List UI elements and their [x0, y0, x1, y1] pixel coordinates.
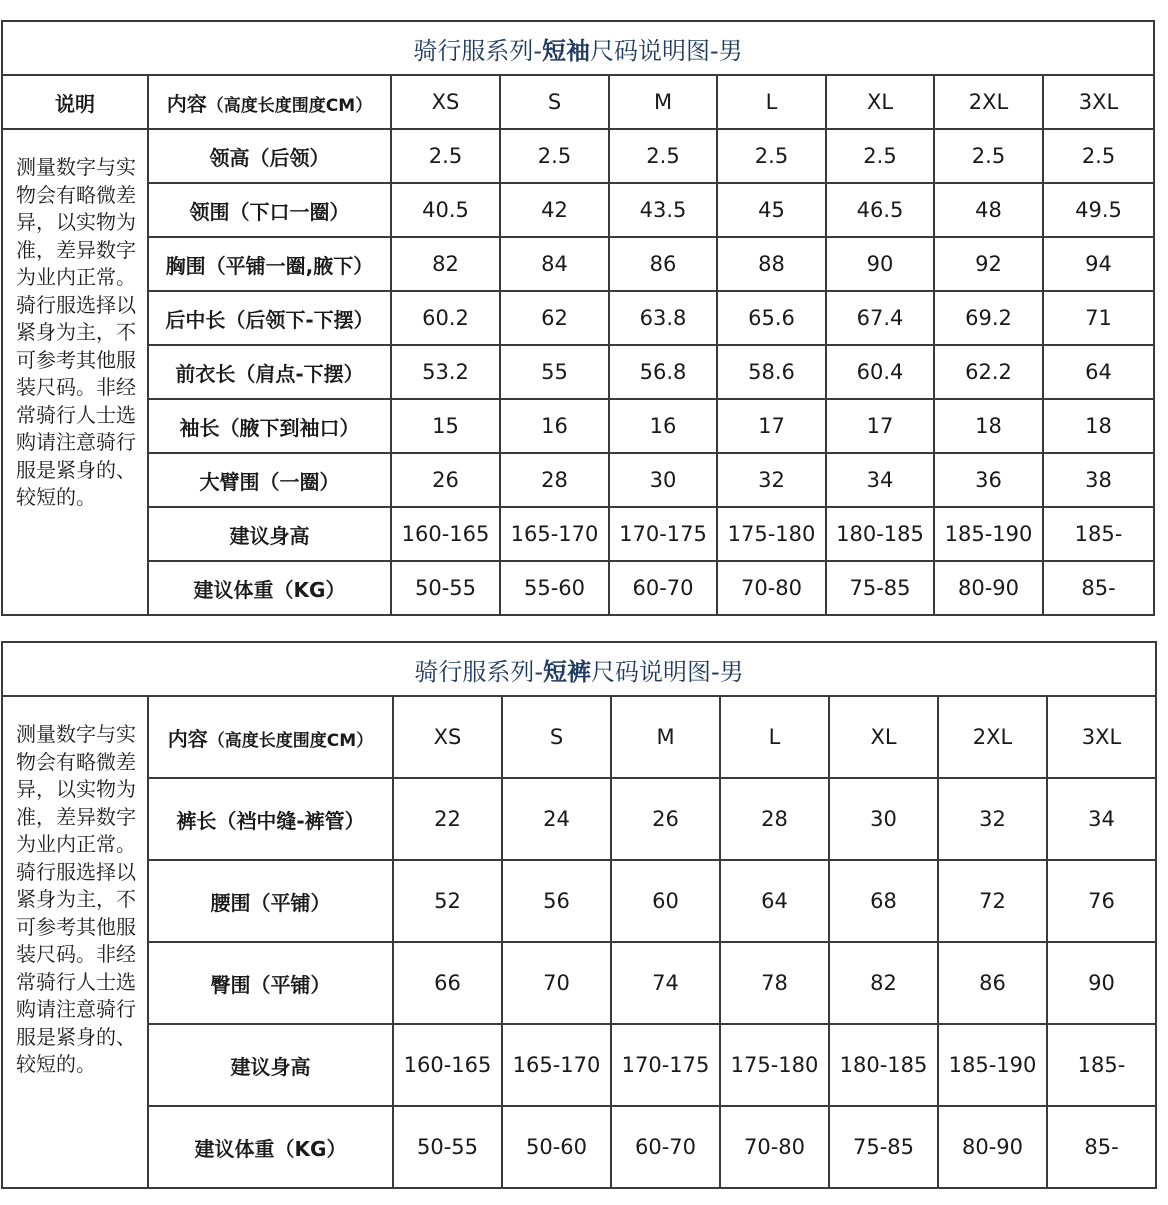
cell: 26: [611, 778, 720, 860]
cell: 82: [391, 237, 500, 291]
cell: 65.6: [717, 291, 826, 345]
cell: 50-60: [502, 1106, 611, 1188]
row-label: 领高（后领）: [148, 129, 391, 183]
cell: 80-90: [938, 1106, 1047, 1188]
cell: 160-165: [393, 1024, 502, 1106]
cell: 67.4: [826, 291, 934, 345]
row-label: 臀围（平铺）: [148, 942, 393, 1024]
cell: 2.5: [500, 129, 609, 183]
cell: 90: [826, 237, 934, 291]
cell: 86: [938, 942, 1047, 1024]
cell: 88: [717, 237, 826, 291]
table-row: [2, 345, 1154, 399]
row-label: 后中长（后领下-下摆）: [148, 291, 391, 345]
cell: 82: [829, 942, 938, 1024]
table-row: [2, 453, 1154, 507]
cell: 92: [934, 237, 1043, 291]
cell: 64: [720, 860, 829, 942]
cell: 58.6: [717, 345, 826, 399]
cell: 60-70: [609, 561, 717, 615]
cell: 80-90: [934, 561, 1043, 615]
cell: 15: [391, 399, 500, 453]
cell: 52: [393, 860, 502, 942]
cell: 85-: [1047, 1106, 1156, 1188]
cell: 43.5: [609, 183, 717, 237]
cell: 185-: [1043, 507, 1154, 561]
row-label: 建议身高: [148, 507, 391, 561]
size-header-l: L: [717, 75, 826, 129]
size-header-2xl: 2XL: [938, 696, 1047, 778]
cell: 18: [934, 399, 1043, 453]
row-label: 建议身高: [148, 1024, 393, 1106]
cell: 63.8: [609, 291, 717, 345]
cell: 45: [717, 183, 826, 237]
cell: 165-170: [502, 1024, 611, 1106]
shorts-size-chart: [1, 641, 1157, 1189]
row-label: 胸围（平铺一圈,腋下）: [148, 237, 391, 291]
size-header-xs: XS: [391, 75, 500, 129]
table-row: [2, 183, 1154, 237]
cell: 16: [500, 399, 609, 453]
size-header-xs: XS: [393, 696, 502, 778]
table-row: [2, 291, 1154, 345]
cell: 60.4: [826, 345, 934, 399]
shirt-size-chart: [1, 20, 1155, 616]
size-header-2xl: 2XL: [934, 75, 1043, 129]
table-row: [2, 561, 1154, 615]
row-label: 袖长（腋下到袖口）: [148, 399, 391, 453]
cell: 42: [500, 183, 609, 237]
size-header-m: M: [611, 696, 720, 778]
cell: 66: [393, 942, 502, 1024]
table-row: [2, 860, 1156, 942]
cell: 46.5: [826, 183, 934, 237]
cell: 24: [502, 778, 611, 860]
row-label: 领围（下口一圈）: [148, 183, 391, 237]
cell: 165-170: [500, 507, 609, 561]
cell: 2.5: [391, 129, 500, 183]
cell: 50-55: [391, 561, 500, 615]
cell: 26: [391, 453, 500, 507]
cell: 64: [1043, 345, 1154, 399]
cell: 2.5: [609, 129, 717, 183]
cell: 55: [500, 345, 609, 399]
cell: 185-190: [938, 1024, 1047, 1106]
cell: 32: [717, 453, 826, 507]
cell: 86: [609, 237, 717, 291]
table-row: [2, 507, 1154, 561]
cell: 49.5: [1043, 183, 1154, 237]
cell: 94: [1043, 237, 1154, 291]
table-row: [2, 778, 1156, 860]
cell: 62.2: [934, 345, 1043, 399]
row-label: 建议体重（KG）: [148, 1106, 393, 1188]
size-header-s: S: [502, 696, 611, 778]
cell: 28: [500, 453, 609, 507]
cell: 62: [500, 291, 609, 345]
cell: 175-180: [717, 507, 826, 561]
cell: 38: [1043, 453, 1154, 507]
cell: 85-: [1043, 561, 1154, 615]
cell: 50-55: [393, 1106, 502, 1188]
row-label: 大臂围（一圈）: [148, 453, 391, 507]
cell: 17: [826, 399, 934, 453]
measurement-note: 测量数字与实物会有略微差异，以实物为准，差异数字为业内正常。骑行服选择以紧身为主，不可参考其他服装尺码。非经常骑行人士选购请注意骑行服是紧身的、较短的。: [2, 129, 148, 615]
cell: 55-60: [500, 561, 609, 615]
cell: 60.2: [391, 291, 500, 345]
cell: 70: [502, 942, 611, 1024]
cell: 180-185: [829, 1024, 938, 1106]
cell: 53.2: [391, 345, 500, 399]
cell: 70-80: [717, 561, 826, 615]
cell: 40.5: [391, 183, 500, 237]
table-row: [2, 399, 1154, 453]
cell: 30: [609, 453, 717, 507]
cell: 60: [611, 860, 720, 942]
table-row: [2, 129, 1154, 183]
note-header: 说明: [2, 75, 148, 129]
size-header-l: L: [720, 696, 829, 778]
cell: 2.5: [934, 129, 1043, 183]
cell: 17: [717, 399, 826, 453]
cell: 2.5: [717, 129, 826, 183]
row-label: 建议体重（KG）: [148, 561, 391, 615]
measurement-note: 测量数字与实物会有略微差异，以实物为准，差异数字为业内正常。骑行服选择以紧身为主，不可参考其他服装尺码。非经常骑行人士选购请注意骑行服是紧身的、较短的。: [2, 696, 148, 1188]
cell: 22: [393, 778, 502, 860]
cell: 185-190: [934, 507, 1043, 561]
cell: 30: [829, 778, 938, 860]
cell: 90: [1047, 942, 1156, 1024]
cell: 56: [502, 860, 611, 942]
cell: 36: [934, 453, 1043, 507]
size-header-xl: XL: [826, 75, 934, 129]
content-header: 内容（高度长度围度CM）: [148, 696, 393, 778]
cell: 180-185: [826, 507, 934, 561]
table-row: [2, 237, 1154, 291]
cell: 160-165: [391, 507, 500, 561]
table-row: [2, 1106, 1156, 1188]
cell: 16: [609, 399, 717, 453]
cell: 69.2: [934, 291, 1043, 345]
size-header-xl: XL: [829, 696, 938, 778]
cell: 56.8: [609, 345, 717, 399]
cell: 18: [1043, 399, 1154, 453]
row-label: 前衣长（肩点-下摆）: [148, 345, 391, 399]
cell: 68: [829, 860, 938, 942]
size-header-3xl: 3XL: [1043, 75, 1154, 129]
cell: 48: [934, 183, 1043, 237]
cell: 32: [938, 778, 1047, 860]
cell: 175-180: [720, 1024, 829, 1106]
table-row: [2, 942, 1156, 1024]
cell: 170-175: [611, 1024, 720, 1106]
size-header-s: S: [500, 75, 609, 129]
row-label: 裤长（裆中缝-裤管）: [148, 778, 393, 860]
size-header-3xl: 3XL: [1047, 696, 1156, 778]
cell: 185-: [1047, 1024, 1156, 1106]
row-label: 腰围（平铺）: [148, 860, 393, 942]
cell: 75-85: [829, 1106, 938, 1188]
content-header: 内容（高度长度围度CM）: [148, 75, 391, 129]
size-header-m: M: [609, 75, 717, 129]
cell: 28: [720, 778, 829, 860]
shorts-chart-title: 骑行服系列-短裤尺码说明图-男: [2, 642, 1156, 696]
cell: 2.5: [1043, 129, 1154, 183]
cell: 34: [1047, 778, 1156, 860]
cell: 72: [938, 860, 1047, 942]
cell: 34: [826, 453, 934, 507]
cell: 84: [500, 237, 609, 291]
cell: 170-175: [609, 507, 717, 561]
cell: 76: [1047, 860, 1156, 942]
cell: 71: [1043, 291, 1154, 345]
cell: 74: [611, 942, 720, 1024]
cell: 2.5: [826, 129, 934, 183]
cell: 78: [720, 942, 829, 1024]
shirt-chart-title: 骑行服系列-短袖尺码说明图-男: [2, 21, 1154, 75]
cell: 75-85: [826, 561, 934, 615]
cell: 70-80: [720, 1106, 829, 1188]
cell: 60-70: [611, 1106, 720, 1188]
table-row: [2, 1024, 1156, 1106]
